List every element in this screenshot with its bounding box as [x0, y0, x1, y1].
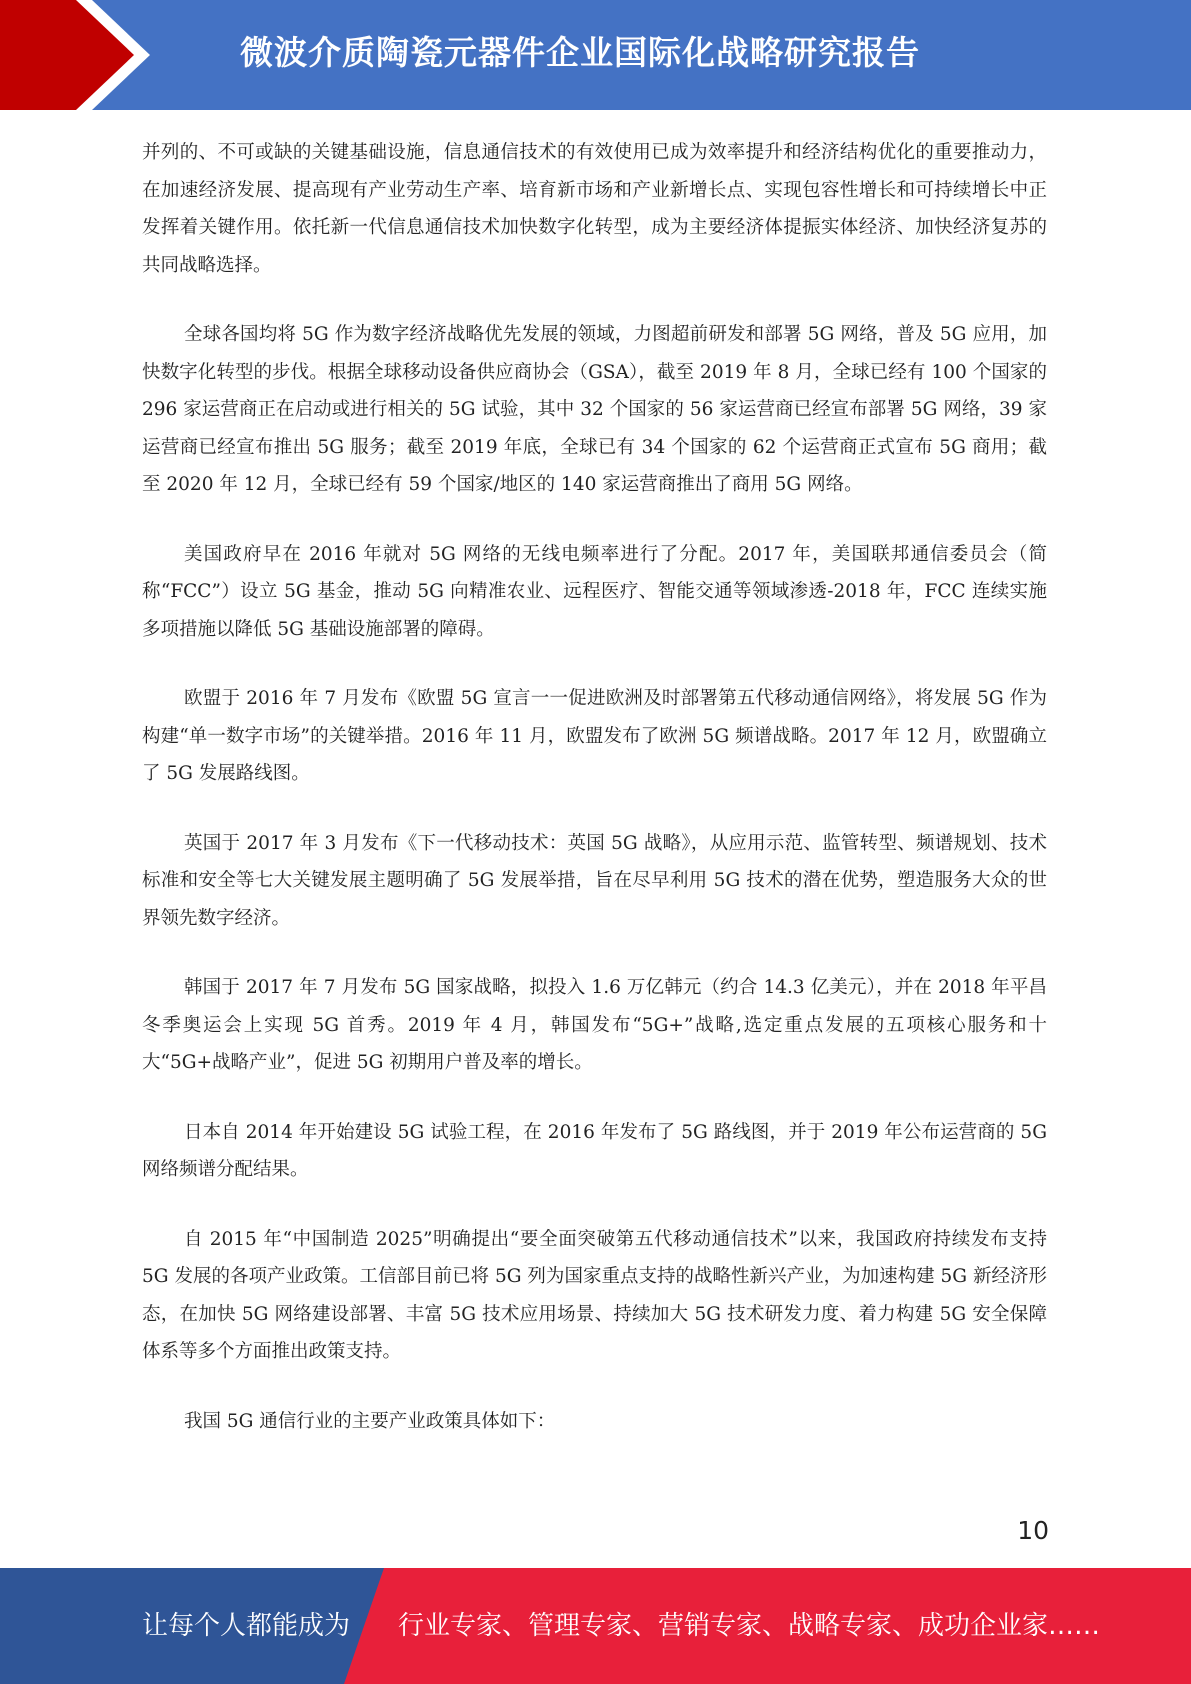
paragraph-3: 美国政府早在 2016 年就对 5G 网络的无线电频率进行了分配。2017 年，美国联邦通信委员会（简称“FCC”）设立 5G 基金，推动 5G 向精准农业、远程医疗、智能交通等领域渗透-2018 年，FCC 连续实施多项措施以降低 5G 基础设施部署的障碍。 — [142, 543, 1047, 640]
paragraph-2: 全球各国均将 5G 作为数字经济战略优先发展的领域，力图超前研发和部署 5G 网络，普及 5G 应用，加快数字化转型的步伐。根据全球移动设备供应商协会（GSA），截至 2019 年 8 月，全球已经有 100 个国家的 296 家运营商正在启动或进行相关的 5G 试验，其中 32 个国家的 56 家运营商已经宣布部署 5G 网络，39 家运营商已经宣布推出 5G 服务；截至 2019 年底，全球已有 34 个国家的 62 个运营商正式宣布 5G 商用；截至 2020 年 12 月，全球已经有 59 个国家/地区的 140 家运营商推出了商用 5G 网络。 — [142, 324, 1047, 495]
page-footer — [0, 1568, 1191, 1684]
footer-slogan-right: 行业专家、管理专家、营销专家、战略专家、成功企业家…… — [398, 1611, 1101, 1641]
body-content — [142, 134, 1047, 1472]
paragraph-8: 自 2015 年“中国制造 2025”明确提出“要全面突破第五代移动通信技术”以来，我国政府持续发布支持 5G 发展的各项产业政策。工信部目前已将 5G 列为国家重点支持的战略性新兴产业，为加速构建 5G 新经济形态，在加快 5G 网络建设部署、丰富 5G 技术应用场景、持续加大 5G 技术研发力度、着力构建 5G 安全保障体系等多个方面推出政策支持。 — [142, 1228, 1047, 1362]
paragraph-1: 并列的、不可或缺的关键基础设施，信息通信技术的有效使用已成为效率提升和经济结构优化的重要推动力，在加速经济发展、提高现有产业劳动生产率、培育新市场和产业新增长点、实现包容性增长和可持续增长中正发挥着关键作用。依托新一代信息通信技术加快数字化转型，成为主要经济体提振实体经济、加快经济复苏的共同战略选择。 — [142, 142, 1047, 276]
footer-slogan-left: 让每个人都能成为 — [142, 1611, 351, 1641]
paragraph-6: 韩国于 2017 年 7 月发布 5G 国家战略，拟投入 1.6 万亿韩元（约合 14.3 亿美元），并在 2018 年平昌冬季奥运会上实现 5G 首秀。2019 年 4 月，韩国发布“5G+”战略,选定重点发展的五项核心服务和十大“5G+战略产业”，促进 5G 初期用户普及率的增长。 — [142, 977, 1047, 1073]
report-title: 微波介质陶瓷元器件企业国际化战略研究报告 — [240, 33, 920, 72]
paragraph-4: 欧盟于 2016 年 7 月发布《欧盟 5G 宣言一一促进欧洲及时部署第五代移动通信网络》，将发展 5G 作为构建“单一数字市场”的关键举措。2016 年 11 月，欧盟发布了欧洲 5G 频谱战略。2017 年 12 月，欧盟确立了 5G 发展路线图。 — [142, 688, 1047, 784]
page-number: 10 — [1017, 1516, 1049, 1545]
paragraph-5: 英国于 2017 年 3 月发布《下一代移动技术：英国 5G 战略》，从应用示范、监管转型、频谱规划、技术标准和安全等七大关键发展主题明确了 5G 发展举措，旨在尽早利用 5G 技术的潜在优势，塑造服务大众的世界领先数字经济。 — [142, 832, 1047, 929]
paragraph-7: 日本自 2014 年开始建设 5G 试验工程，在 2016 年发布了 5G 路线图，并于 2019 年公布运营商的 5G 网络频谱分配结果。 — [142, 1121, 1047, 1180]
paragraph-9: 我国 5G 通信行业的主要产业政策具体如下： — [184, 1410, 556, 1432]
page-header — [0, 0, 1191, 110]
